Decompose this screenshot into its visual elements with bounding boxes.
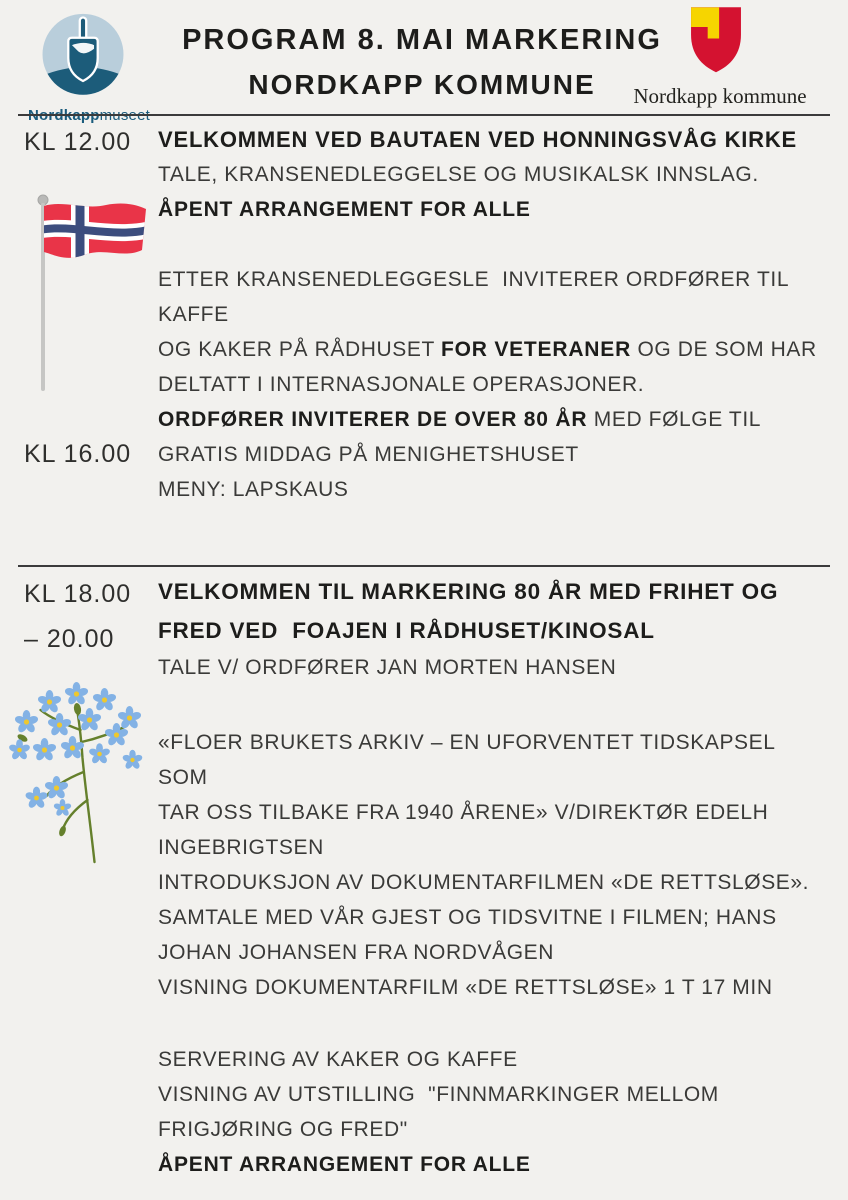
- spacer: [158, 227, 823, 262]
- slot1-para-line2-post: OG DE SOM HAR: [631, 338, 817, 361]
- slot1-heading: VELKOMMEN VED BAUTAEN VED HONNINGSVÅG KIRKE: [158, 127, 798, 152]
- nordkapp-crest-icon: [690, 6, 742, 74]
- slot3-para1-line2: TAR OSS TILBAKE FRA 1940 ÅRENE» V/DIREKTØR EDELH: [158, 801, 769, 824]
- slot3-sub: [158, 650, 823, 685]
- slot3-heading-line1: VELKOMMEN TIL MARKERING 80 ÅR MED FRIHET OG: [158, 579, 779, 604]
- norwegian-flag-icon: [16, 190, 151, 395]
- slot1-content: [158, 122, 823, 402]
- header-divider: [18, 114, 830, 116]
- slot3-sub-line: TALE V/ ORDFØRER JAN MORTEN HANSEN: [158, 656, 617, 679]
- kommune-name: Nordkapp kommune: [633, 84, 807, 108]
- slot1-sub2: ÅPENT ARRANGEMENT FOR ALLE: [158, 198, 531, 221]
- slot3-para3-line1: SERVERING AV KAKER OG KAFFE: [158, 1048, 518, 1071]
- slot1-para-line3: DELTATT I INTERNASJONALE OPERASJONER.: [158, 373, 645, 396]
- time-label-1800: KL 18.00: [24, 580, 132, 608]
- forget-me-not-icon: [2, 680, 157, 865]
- slot1-para-line2-pre: OG KAKER PÅ RÅDHUSET: [158, 338, 441, 361]
- time-label-2000: – 20.00: [24, 625, 115, 653]
- slot3-para1: [158, 725, 823, 865]
- poster-title: [152, 24, 692, 101]
- slot3-para3-line3: FRIGJØRING OG FRED": [158, 1118, 408, 1141]
- time-label-1200: KL 12.00: [24, 128, 132, 156]
- slot3-para2-line3: JOHAN JOHANSEN FRA NORDVÅGEN: [158, 941, 555, 964]
- slot3-para3-line2: VISNING AV UTSTILLING "FINNMARKINGER MELLOM: [158, 1083, 719, 1106]
- slot3-heading: [158, 572, 823, 650]
- slot3-heading-line2: FRED VED FOAJEN I RÅDHUSET/KINOSAL: [158, 618, 655, 643]
- section-divider: [18, 565, 830, 567]
- slot2-line3: MENY: LAPSKAUS: [158, 478, 349, 501]
- slot3-para2-line4: VISNING DOKUMENTARFILM «DE RETTSLØSE» 1 T 17 MIN: [158, 976, 773, 999]
- slot1-para-line2-bold: FOR VETERANER: [440, 338, 632, 361]
- slot3-para1-line1: «FLOER BRUKETS ARKIV – EN UFORVENTET TIDSKAPSEL SOM: [158, 731, 782, 789]
- slot3-para3: [158, 1042, 823, 1182]
- slot2-line2: GRATIS MIDDAG PÅ MENIGHETSHUSET: [158, 443, 579, 466]
- slot3-para2: [158, 865, 823, 1005]
- slot1-para-line2: [158, 332, 823, 367]
- slot1-para-line1: ETTER KRANSENEDLEGGESLE INVITERER ORDFØRER TIL KAFFE: [158, 268, 795, 326]
- slot2-line1-bold: ORDFØRER INVITERER DE OVER 80 ÅR: [158, 408, 588, 431]
- slot3-para3-line4: ÅPENT ARRANGEMENT FOR ALLE: [158, 1153, 531, 1176]
- slot2-line1-regular: MED FØLGE TIL: [587, 408, 762, 431]
- museum-shovel-icon: [37, 12, 129, 104]
- time-label-1600: KL 16.00: [24, 440, 132, 468]
- slot3-para1-line3: INGEBRIGTSEN: [158, 836, 324, 859]
- slot3-para2-line1: INTRODUKSJON AV DOKUMENTARFILMEN «DE RETTSLØSE».: [158, 871, 810, 894]
- slot2-line1: [158, 402, 823, 437]
- poster-title-line2: NORDKAPP KOMMUNE: [248, 69, 596, 100]
- poster-title-line1: PROGRAM 8. MAI MARKERING: [182, 24, 662, 56]
- slot2-content: [158, 402, 823, 507]
- slot3-para2-line2: SAMTALE MED VÅR GJEST OG TIDSVITNE I FILMEN; HANS: [158, 906, 777, 929]
- nordkappmuseet-logo: [28, 12, 138, 124]
- slot1-sub1: TALE, KRANSENEDLEGGELSE OG MUSIKALSK INNSLAG.: [158, 163, 759, 186]
